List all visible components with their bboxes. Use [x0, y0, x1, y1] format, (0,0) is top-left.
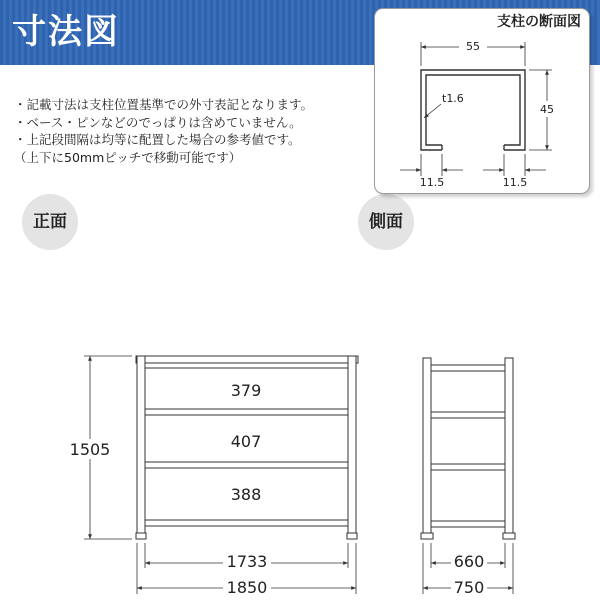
right-post: [348, 356, 356, 539]
post-profile-inner: [426, 75, 520, 145]
base-right: [347, 533, 357, 539]
top-cap: [136, 356, 358, 363]
left-post: [137, 356, 145, 539]
flange-left-label: 11.5: [419, 176, 445, 189]
thickness-label: t1.6: [442, 92, 464, 105]
side-shelf: [431, 521, 505, 527]
side-shelf: [431, 412, 505, 418]
side-rear-post: [505, 358, 513, 539]
shelf-2: [145, 409, 348, 415]
outer-width-label: 1850: [226, 578, 268, 597]
shelf-gap-label: 407: [230, 432, 262, 451]
shelf-top: [145, 363, 348, 368]
outer-depth-label: 750: [453, 578, 485, 597]
section-width-label: 55: [466, 40, 480, 53]
front-view-badge: 正面: [22, 194, 78, 250]
base-left: [136, 533, 146, 539]
note-line: ・上記段間隔は均等に配置した場合の参考値です。: [14, 132, 301, 147]
shelf-bottom: [145, 520, 348, 526]
front-height-label: 1505: [69, 440, 111, 459]
side-shelf: [431, 464, 505, 470]
side-front-post: [423, 358, 431, 539]
inner-depth-label: 660: [453, 552, 485, 571]
shelf-gap-label: 388: [230, 485, 262, 504]
side-view-badge: 側面: [358, 194, 414, 250]
post-cross-section: [400, 42, 552, 176]
section-height-label: 45: [540, 103, 554, 116]
flange-right-label: 11.5: [502, 176, 528, 189]
post-section-title: 支柱の断面図: [497, 14, 581, 30]
post-profile-outer: [421, 70, 525, 150]
side-shelf: [431, 365, 505, 371]
inner-width-label: 1733: [226, 552, 268, 571]
note-line: （上下に50mmピッチで移動可能です）: [14, 149, 242, 165]
page-title: 寸法図: [12, 12, 120, 52]
shelf-3: [145, 462, 348, 468]
shelf-gap-label: 379: [230, 381, 262, 400]
note-line: ・ベース・ピンなどのでっぱりは含めていません。: [14, 114, 302, 130]
note-line: ・記載寸法は支柱位置基準での外寸表記となります。: [14, 97, 314, 112]
side-view-rack: [421, 358, 515, 539]
side-base: [421, 533, 433, 539]
side-base: [503, 533, 515, 539]
